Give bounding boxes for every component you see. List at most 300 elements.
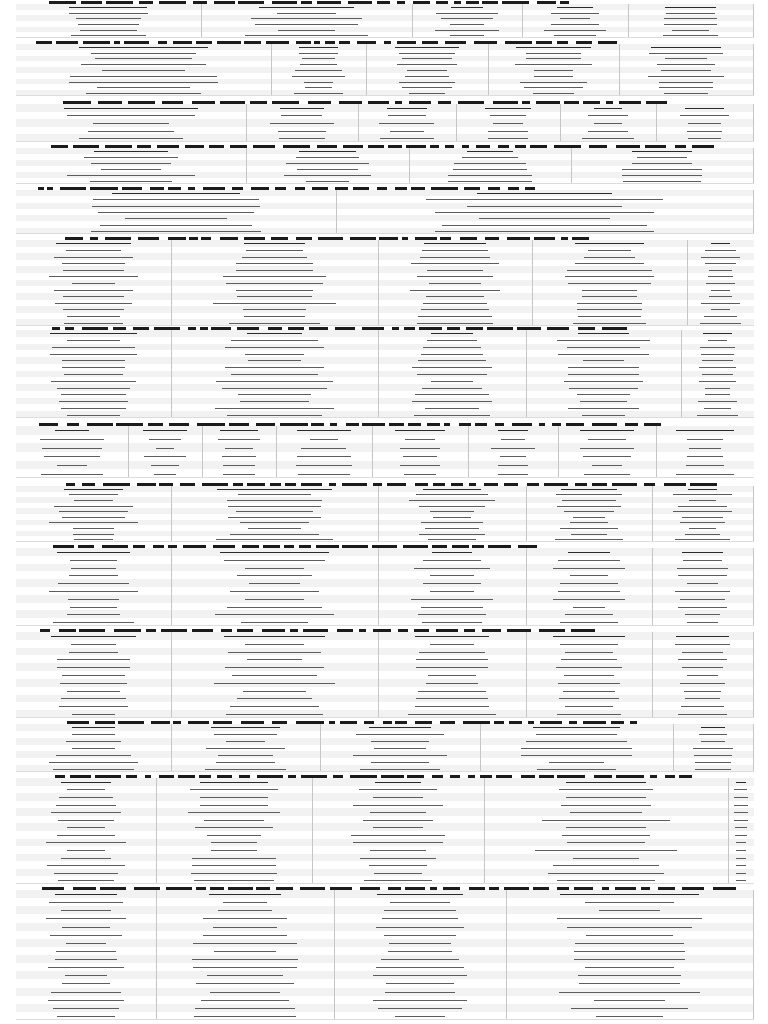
cell-text	[736, 850, 746, 851]
cell-text	[373, 975, 467, 976]
cell-text	[70, 76, 218, 77]
cell-text	[426, 683, 479, 684]
cell-text	[709, 296, 732, 297]
cell-text	[436, 13, 497, 14]
cell-text	[467, 151, 513, 152]
cell-text	[685, 108, 724, 109]
cell-text	[592, 465, 622, 466]
cell-text	[701, 727, 724, 728]
column-divider	[171, 486, 172, 542]
cell-text	[227, 415, 322, 416]
cell-text	[201, 1000, 290, 1001]
cell-text	[586, 935, 674, 936]
cell-text	[200, 797, 268, 798]
column-divider	[271, 44, 272, 96]
cell-text	[376, 967, 464, 968]
cell-text	[666, 13, 715, 14]
cell-text	[244, 243, 305, 244]
cell-text	[580, 430, 635, 431]
cell-text	[57, 659, 130, 660]
table-section	[16, 890, 754, 1020]
cell-text	[417, 323, 494, 324]
cell-text	[734, 805, 747, 806]
cell-text	[442, 225, 648, 226]
cell-text	[88, 131, 174, 132]
cell-text	[682, 552, 723, 553]
table-row	[16, 357, 754, 364]
cell-text	[435, 212, 654, 213]
cell-text	[736, 880, 746, 881]
cell-text	[216, 381, 333, 382]
cell-text	[536, 734, 618, 735]
table-row	[16, 571, 754, 579]
cell-text	[421, 309, 490, 310]
cell-text	[549, 762, 604, 763]
table-section	[16, 486, 754, 542]
cell-text	[400, 448, 441, 449]
cell-text	[526, 53, 581, 54]
cell-text	[566, 782, 647, 783]
cell-text	[560, 528, 618, 529]
cell-text	[188, 812, 281, 813]
column-divider	[378, 548, 379, 626]
cell-text	[701, 257, 741, 258]
column-divider	[753, 890, 754, 1020]
table-rule	[16, 1019, 754, 1020]
cell-text	[67, 614, 120, 615]
cell-text	[561, 805, 651, 806]
cell-text	[556, 667, 621, 668]
cell-text	[226, 741, 266, 742]
cell-text	[687, 131, 722, 132]
cell-text	[156, 448, 175, 449]
cell-text	[49, 276, 139, 277]
cell-text	[353, 755, 446, 756]
cell-text	[588, 115, 628, 116]
table-section	[16, 632, 754, 718]
cell-text	[500, 456, 525, 457]
cell-text	[450, 35, 485, 36]
cell-text	[416, 659, 488, 660]
cell-text	[411, 599, 494, 600]
cell-text	[389, 943, 452, 944]
column-divider	[372, 426, 373, 478]
cell-text	[675, 591, 729, 592]
cell-text	[431, 381, 473, 382]
cell-text	[247, 659, 303, 660]
cell-text	[490, 115, 527, 116]
cell-text	[430, 511, 474, 512]
cell-text	[430, 575, 473, 576]
cell-text	[594, 123, 623, 124]
cell-text	[204, 820, 263, 821]
cell-text	[211, 850, 257, 851]
cell-text	[708, 340, 728, 341]
table-row	[16, 695, 754, 703]
cell-text	[560, 894, 699, 895]
cell-text	[248, 528, 302, 529]
cell-text	[575, 263, 644, 264]
cell-text	[575, 943, 684, 944]
column-divider	[753, 486, 754, 542]
column-divider	[687, 240, 688, 326]
cell-text	[568, 367, 640, 368]
table-row	[16, 556, 754, 564]
cell-text	[193, 967, 298, 968]
cell-text	[397, 64, 458, 65]
cell-text	[689, 448, 721, 449]
cell-text	[62, 263, 124, 264]
cell-text	[501, 439, 526, 440]
cell-text	[70, 607, 117, 608]
cell-text	[51, 992, 122, 993]
cell-text	[377, 894, 463, 895]
cell-text	[220, 552, 328, 553]
cell-text	[54, 873, 118, 874]
cell-text	[62, 675, 125, 676]
cell-text	[562, 500, 616, 501]
cell-text	[695, 762, 730, 763]
cell-text	[570, 575, 608, 576]
cell-text	[63, 296, 124, 297]
cell-text	[567, 347, 641, 348]
cell-text	[421, 607, 482, 608]
table-rule	[16, 417, 754, 418]
cell-text	[41, 474, 102, 475]
cell-text	[422, 388, 481, 389]
cell-text	[245, 354, 304, 355]
cell-text	[69, 575, 119, 576]
table-row	[16, 404, 754, 411]
cell-text	[243, 309, 305, 310]
table-section	[16, 778, 754, 884]
cell-text	[93, 123, 169, 124]
cell-text	[579, 983, 679, 984]
table-row	[16, 371, 754, 378]
cell-text	[588, 131, 628, 132]
cell-text	[67, 316, 119, 317]
cell-text	[225, 347, 324, 348]
cell-text	[360, 858, 436, 859]
cell-text	[53, 769, 135, 770]
column-divider	[334, 890, 335, 1020]
cell-text	[416, 698, 487, 699]
cell-text	[736, 782, 747, 783]
cell-text	[694, 755, 732, 756]
cell-text	[431, 333, 472, 334]
cell-text	[51, 636, 136, 637]
cell-text	[735, 835, 747, 836]
cell-text	[51, 381, 136, 382]
cell-text	[279, 138, 324, 139]
table-rule	[16, 233, 754, 234]
cell-text	[409, 93, 445, 94]
cell-text	[588, 439, 625, 440]
cell-text	[220, 430, 258, 431]
cell-text	[699, 367, 736, 368]
cell-text	[676, 636, 729, 637]
cell-text	[226, 283, 323, 284]
cell-text	[64, 374, 123, 375]
column-divider	[619, 44, 620, 96]
column-divider	[336, 190, 337, 234]
cell-text	[711, 243, 730, 244]
cell-text	[90, 181, 173, 182]
cell-text	[736, 873, 746, 874]
cell-text	[281, 115, 322, 116]
cell-text	[207, 835, 261, 836]
cell-text	[564, 511, 613, 512]
cell-text	[244, 316, 304, 317]
cell-text	[423, 560, 482, 561]
cell-text	[72, 714, 114, 715]
cell-text	[734, 789, 747, 790]
cell-text	[451, 7, 483, 8]
cell-text	[657, 64, 714, 65]
cell-text	[395, 47, 459, 48]
cell-text	[57, 667, 130, 668]
cell-text	[665, 7, 716, 8]
cell-text	[404, 474, 437, 475]
column-divider	[156, 890, 157, 1020]
cell-text	[685, 614, 719, 615]
cell-text	[64, 489, 123, 490]
cell-text	[222, 456, 256, 457]
cell-text	[149, 439, 181, 440]
table-section	[16, 724, 754, 772]
cell-text	[196, 983, 293, 984]
cell-text	[565, 652, 613, 653]
table-rule	[16, 625, 754, 626]
table-row	[16, 687, 754, 695]
cell-text	[479, 218, 609, 219]
cell-text	[687, 456, 724, 457]
cell-text	[91, 163, 172, 164]
cell-text	[71, 644, 116, 645]
cell-text	[421, 522, 483, 523]
table-row	[16, 564, 754, 572]
cell-text	[399, 53, 455, 54]
cell-text	[695, 769, 731, 770]
column-divider	[171, 724, 172, 772]
table-row	[16, 648, 754, 656]
cell-text	[678, 607, 727, 608]
cell-text	[676, 474, 734, 475]
cell-text	[734, 812, 748, 813]
cell-text	[76, 18, 141, 19]
cell-text	[216, 762, 275, 763]
cell-text	[70, 560, 117, 561]
cell-text	[98, 212, 254, 213]
table-rule	[16, 541, 754, 542]
cell-text	[553, 865, 658, 866]
cell-text	[214, 683, 336, 684]
cell-text	[711, 290, 729, 291]
cell-text	[66, 943, 106, 944]
cell-text	[50, 354, 136, 355]
cell-text	[91, 231, 262, 232]
cell-text	[56, 951, 115, 952]
table-section	[16, 148, 754, 184]
column-divider	[201, 4, 202, 38]
cell-text	[622, 169, 703, 170]
cell-text	[577, 309, 642, 310]
cell-text	[226, 714, 324, 715]
cell-text	[568, 552, 610, 553]
cell-text	[53, 622, 134, 623]
cell-text	[702, 374, 733, 375]
cell-text	[225, 367, 325, 368]
cell-text	[63, 270, 124, 271]
cell-text	[231, 374, 318, 375]
cell-text	[663, 35, 718, 36]
cell-text	[571, 1008, 687, 1009]
cell-text	[243, 691, 305, 692]
table-row	[16, 247, 754, 254]
cell-text	[144, 456, 187, 457]
cell-text	[420, 257, 491, 258]
cell-text	[418, 360, 485, 361]
cell-text	[415, 706, 489, 707]
table-rule	[16, 717, 754, 718]
cell-text	[596, 1016, 663, 1017]
cell-text	[423, 489, 481, 490]
cell-text	[407, 70, 447, 71]
cell-text	[405, 439, 435, 440]
cell-text	[300, 64, 337, 65]
cell-text	[423, 347, 480, 348]
cell-text	[649, 53, 722, 54]
column-divider	[728, 778, 729, 884]
table-row	[16, 443, 754, 452]
cell-text	[143, 430, 186, 431]
cell-text	[705, 394, 730, 395]
cell-text	[223, 474, 254, 475]
column-divider	[532, 240, 533, 326]
cell-text	[734, 797, 748, 798]
cell-text	[687, 439, 722, 440]
cell-text	[682, 652, 723, 653]
cell-text	[195, 1008, 295, 1009]
cell-text	[56, 805, 117, 806]
cell-text	[375, 782, 421, 783]
cell-text	[61, 394, 126, 395]
cell-text	[57, 835, 114, 836]
cell-text	[92, 206, 259, 207]
cell-text	[558, 560, 620, 561]
cell-text	[516, 47, 590, 48]
cell-text	[57, 552, 129, 553]
cell-text	[560, 644, 618, 645]
cell-text	[61, 858, 112, 859]
cell-text	[567, 927, 693, 928]
table-section	[16, 190, 754, 234]
cell-text	[582, 138, 633, 139]
cell-text	[661, 70, 711, 71]
column-divider	[652, 632, 653, 718]
cell-text	[215, 408, 334, 409]
column-divider	[276, 426, 277, 478]
cell-text	[210, 992, 280, 993]
cell-text	[700, 323, 740, 324]
cell-text	[709, 270, 732, 271]
cell-text	[228, 652, 321, 653]
cell-text	[697, 415, 738, 416]
cell-text	[680, 522, 724, 523]
cell-text	[49, 762, 139, 763]
cell-text	[229, 323, 321, 324]
column-divider	[378, 240, 379, 326]
cell-text	[698, 401, 736, 402]
cell-text	[416, 667, 488, 668]
cell-text	[374, 873, 422, 874]
table-row	[16, 640, 754, 648]
cell-text	[66, 250, 122, 251]
cell-text	[498, 465, 527, 466]
cell-text	[200, 805, 268, 806]
cell-text	[310, 439, 338, 440]
cell-text	[428, 675, 477, 676]
cell-text	[192, 858, 276, 859]
cell-text	[565, 614, 613, 615]
cell-text	[56, 755, 132, 756]
cell-text	[417, 374, 488, 375]
cell-text	[454, 163, 526, 164]
cell-text	[467, 206, 623, 207]
cell-text	[409, 500, 496, 501]
cell-text	[684, 691, 721, 692]
cell-text	[304, 82, 333, 83]
cell-text	[585, 902, 675, 903]
table-section	[16, 330, 754, 418]
cell-text	[419, 506, 485, 507]
cell-text	[228, 506, 322, 507]
cell-text	[418, 614, 486, 615]
cell-text	[568, 283, 652, 284]
cell-text	[61, 408, 126, 409]
cell-text	[55, 430, 89, 431]
cell-text	[211, 727, 280, 728]
cell-text	[701, 354, 735, 355]
cell-text	[296, 465, 352, 466]
cell-text	[701, 303, 740, 304]
cell-text	[52, 347, 136, 348]
cell-text	[378, 1008, 461, 1009]
cell-text	[521, 755, 633, 756]
cell-text	[371, 762, 430, 763]
column-divider	[202, 426, 203, 478]
cell-text	[678, 659, 727, 660]
cell-text	[67, 827, 106, 828]
cell-text	[664, 93, 709, 94]
cell-text	[236, 290, 313, 291]
cell-text	[61, 782, 112, 783]
table-rule	[16, 325, 754, 326]
cell-text	[430, 644, 474, 645]
cell-text	[249, 583, 301, 584]
cell-text	[356, 734, 445, 735]
cell-text	[557, 918, 702, 919]
column-divider	[378, 330, 379, 418]
cell-text	[565, 706, 614, 707]
cell-text	[230, 706, 319, 707]
cell-text	[435, 30, 499, 31]
cell-text	[61, 698, 126, 699]
cell-text	[227, 500, 323, 501]
cell-text	[570, 522, 608, 523]
cell-text	[430, 591, 474, 592]
cell-text	[54, 506, 134, 507]
